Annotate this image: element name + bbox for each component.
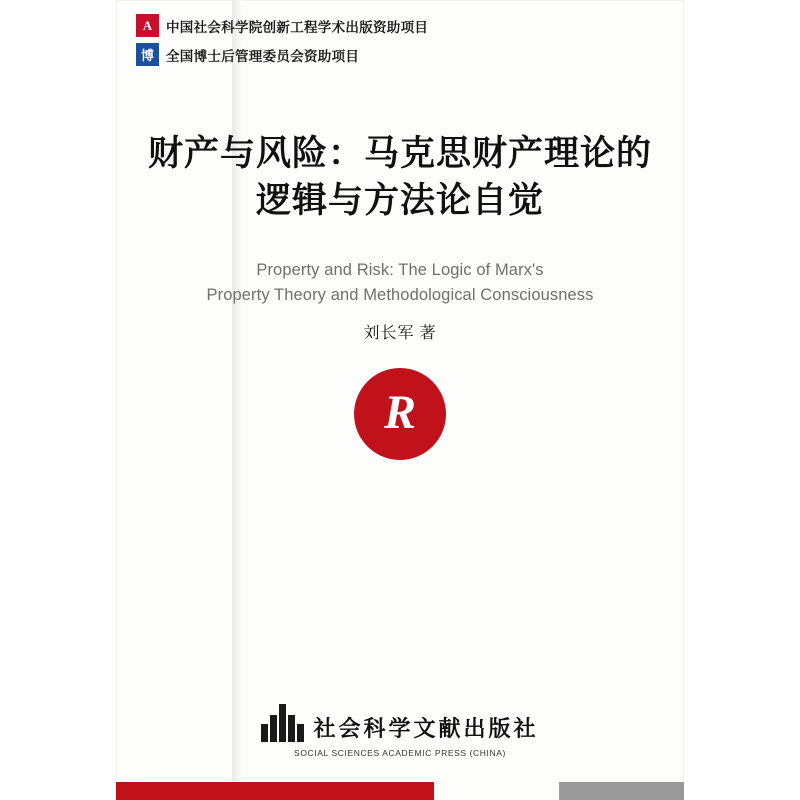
title-chinese-line-1: 财产与风险：马克思财产理论的 [147, 134, 652, 173]
publisher-logo [261, 702, 538, 742]
endorsement-item [136, 14, 664, 37]
emblem-letter-icon: R [383, 386, 416, 439]
title-chinese [116, 130, 684, 224]
band-segment-gray [559, 782, 684, 800]
author-name: 刘长军 著 [363, 325, 437, 342]
publisher-block [116, 702, 684, 758]
publisher-name-chinese: 社会科学文献出版社 [313, 716, 539, 741]
cover-page [116, 0, 684, 800]
endorsement-list [136, 14, 664, 72]
title-english-line-1: Property and Risk: The Logic of Marx's [256, 261, 544, 279]
series-emblem [354, 368, 446, 460]
publisher-name-english: SOCIAL SCIENCES ACADEMIC PRESS (CHINA) [294, 748, 506, 758]
endorsement-label: 全国博士后管理委员会资助项目 [166, 48, 360, 64]
academy-seal-icon: A [136, 14, 159, 37]
band-segment-red [116, 782, 434, 800]
band-segment-white [434, 782, 559, 800]
endorsement-label: 中国社会科学院创新工程学术出版资助项目 [166, 19, 429, 35]
title-chinese-line-2: 逻辑与方法论自觉 [255, 181, 544, 220]
postdoc-seal-icon: 博 [136, 43, 159, 66]
spine-shading [232, 0, 242, 800]
press-bars-icon [261, 702, 305, 742]
endorsement-item [136, 43, 664, 66]
title-english [116, 258, 684, 308]
bottom-color-band [116, 782, 684, 800]
title-english-line-2: Property Theory and Methodological Consciousness [206, 286, 594, 304]
